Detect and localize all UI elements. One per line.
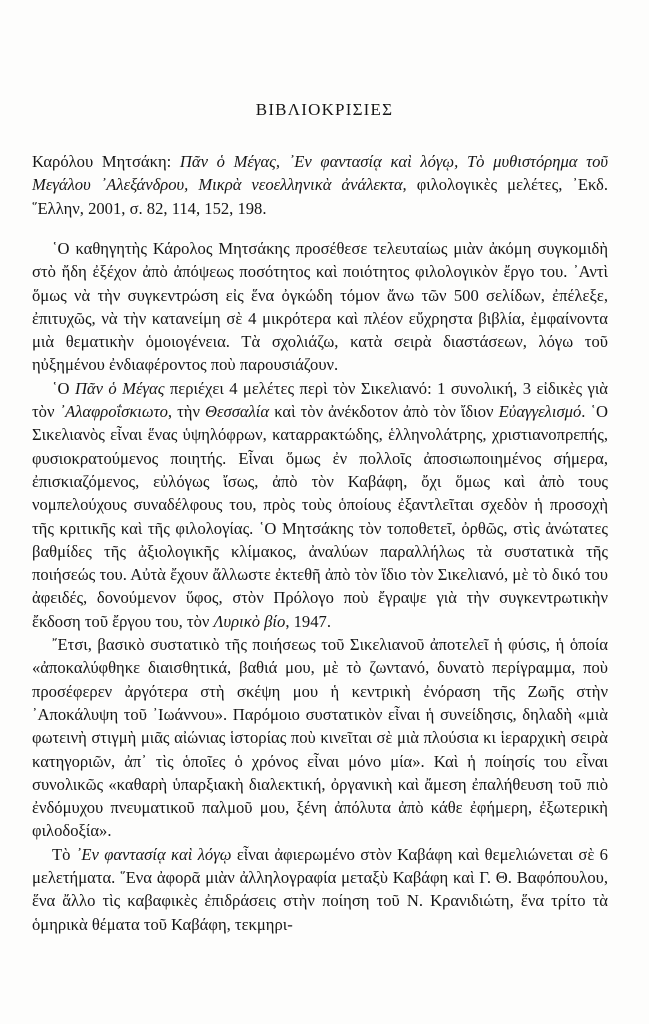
paragraph-3 bbox=[32, 633, 608, 843]
italic-title: Πᾶν ὁ Μέγας bbox=[74, 378, 165, 398]
paragraph-text: εἶναι ἀφιερωμένο στὸν Καβάφη καὶ θεμελιώνεται σὲ 6 μελετήματα. ῞Ενα ἀφορᾶ μιὰν ἀλληλογραφία μεταξὺ Καβάφη καὶ Γ. Θ. Βαφόπουλου, ἕνα ἄλλο τὶς καβαφικὲς ἐπιδράσεις στὴν ποίηση τοῦ Ν. Κρανιδιώτη, ἕνα τρίτο τὰ ὁμηρικὰ θέματα τοῦ Καβάφη, τεκμηρι- bbox=[32, 844, 608, 934]
section-title: ΒΙΒΛΙΟΚΡΙΣΙΕΣ bbox=[255, 100, 394, 119]
book-reference bbox=[32, 150, 608, 220]
italic-title: ᾿Αλαφροΐσκιωτο bbox=[59, 402, 168, 422]
paragraph-text: . ῾Ο Σικελιανὸς εἶναι ἕνας ὑψηλόφρων, καταρρακτώδης, ἑλληνολάτρης, χριστιανοπρεπής, φυσιοκρατούμενος ποιητής. Εἶναι ὅμως ἐν πολλοῖς ἀποσιωποιημένος σήμερα, ἐπισκιαζόμενος, εὐλόγως ἴσως, ἀπὸ τὸν Καβάφη, ὄχι ὅμως καὶ ἀπὸ τους νομπελούχους συναδέλφους του, πρὸς τοὺς ὁποίους ἐξαντλεῖται σχεδὸν ἡ προσοχὴ τῆς κριτικῆς καὶ τῆς φιλολογίας. ῾Ο Μητσάκης τὸν τοποθετεῖ, ὀρθῶς, στὶς ἀνώτατες βαθμίδες τῆς ἀξιολογικῆς κλίμακος, ἀναλύων παραλλήλως τὰ συστατικὰ τῆς ποιήσεώς του. Αὐτὰ ἔχουν ἄλλωστε ἐκτεθῆ ἀπὸ τὸν ἴδιο τὸν Σικελιανό, μὲ τὸ δικό του ἀφειδές, δονούμενον ὕφος, στὸν Πρόλογο ποὺ ἔγραψε γιὰ τὴν συγκεντρωτικὴν ἔκδοση τοῦ ἔργου του, τὸν bbox=[32, 402, 609, 631]
italic-title: Λυρικὸ βίο bbox=[213, 611, 286, 631]
italic-title: Θεσσαλία bbox=[205, 402, 270, 422]
paragraph-text: καὶ τὸν ἀνέκδοτον ἀπὸ τὸν ἴδιον bbox=[269, 402, 499, 422]
paragraph-text: ῾Ο bbox=[52, 378, 75, 398]
review-body bbox=[32, 237, 608, 936]
paragraph-1 bbox=[32, 237, 608, 377]
italic-title: Εὐαγγελισμό bbox=[498, 402, 582, 422]
paragraph-text: , τὴν bbox=[167, 402, 206, 422]
paragraph-text: , 1947. bbox=[285, 611, 331, 631]
reference-titles: Πᾶν ὁ Μέγας, ᾿Εν φαντασίᾳ καὶ λόγῳ, Τὸ μυθιστόρημα τοῦ Μεγάλου ᾿Αλεξάνδρου, Μικρὰ νεοελληνικὰ ἀνάλεκτα, bbox=[32, 152, 609, 195]
paragraph-2 bbox=[32, 377, 608, 633]
reference-details: φιλολογικὲς μελέτες, ᾿Εκδ. ῞Ελλην, 2001, σ. 82, 114, 152, 198. bbox=[32, 175, 608, 218]
paragraph-text: ῾Ο καθηγητὴς Κάρολος Μητσάκης προσέθεσε τελευταίως μιὰν ἀκόμη συγκομιδὴ στὸ ἤδη ἐξέχον ἀπὸ ἀπόψεως ποσότητος καὶ ποιότητος φιλολογικὸν ἔργο του. ᾿Αντὶ ὅμως νὰ τὴν συγκεντρώση εἰς ἕνα ὀγκώδη τόμον ἄνω τῶν 500 σελίδων, ἐπέλεξε, ἐπιτυχῶς, νὰ τὴν κατανείμη σὲ 4 μικρότερα καὶ πλέον εὔχρηστα βιβλία, ἐμφαίνοντα μιὰ θεματικὴν ὁμοιογένεια. Τὰ σχολιάζω, κατὰ σειρὰ διαστάσεων, λόγω τοῦ ηὐξημένου ἐνδιαφέροντος ποὺ παρουσιάζουν. bbox=[32, 239, 608, 375]
paragraph-text: ῎Ετσι, βασικὸ συστατικὸ τῆς ποιήσεως τοῦ Σικελιανοῦ ἀποτελεῖ ἡ φύσις, ἡ ὁποία «ἀποκαλύφθηκε διαισθητικά, βαθιά μου, μὲ τὸ ζωντανό, δυνατὸ περίγραμμα, ποὺ προσέφερεν ἀργότερα στὴ σκέψη μου ἡ κεντρικὴ ἐνόραση τῆς Ζωῆς στὴν ᾿Αποκάλυψη τοῦ ᾿Ιωάννου». Παρόμοιο συστατικὸν εἶναι ἡ συνείδησις, δηλαδὴ «μιὰ φωτεινὴ στιγμὴ μιᾶς αἰώνιας ἱστορίας ποὺ κινεῖται σὲ μιὰ πλούσια κι ἱεραρχικὴ σειρὰ κατηγοριῶν, ἀπ᾿ τὶς ὁποῖες ὁ χρόνος εἶναι μόνο μία». Καὶ ἡ ποίησίς του εἶναι συνολικῶς «καθαρὴ ὑπαρξιακὴ διαλεκτική, ὀργανικὴ καὶ ἄμεση ἐπαλήθευση τοῦ πιὸ ἐνδόμυχου πνευματικοῦ παλμοῦ μου, ξένη ἀπόλυτα ἀπὸ κάθε ἐφήμερη, ἐξωτερικὴ φιλοδοξία». bbox=[32, 635, 608, 841]
italic-title: ᾿Εν φαντασίᾳ καὶ λόγῳ bbox=[75, 844, 232, 864]
paragraph-4 bbox=[32, 843, 608, 936]
paragraph-text: περιέχει 4 μελέτες περὶ τὸν Σικελιανό: 1 συνολική, 3 εἰδικὲς γιὰ τὸν bbox=[32, 378, 608, 422]
reference-author: Καρόλου Μητσάκη: bbox=[32, 152, 180, 171]
paragraph-text: Τὸ bbox=[52, 844, 76, 864]
